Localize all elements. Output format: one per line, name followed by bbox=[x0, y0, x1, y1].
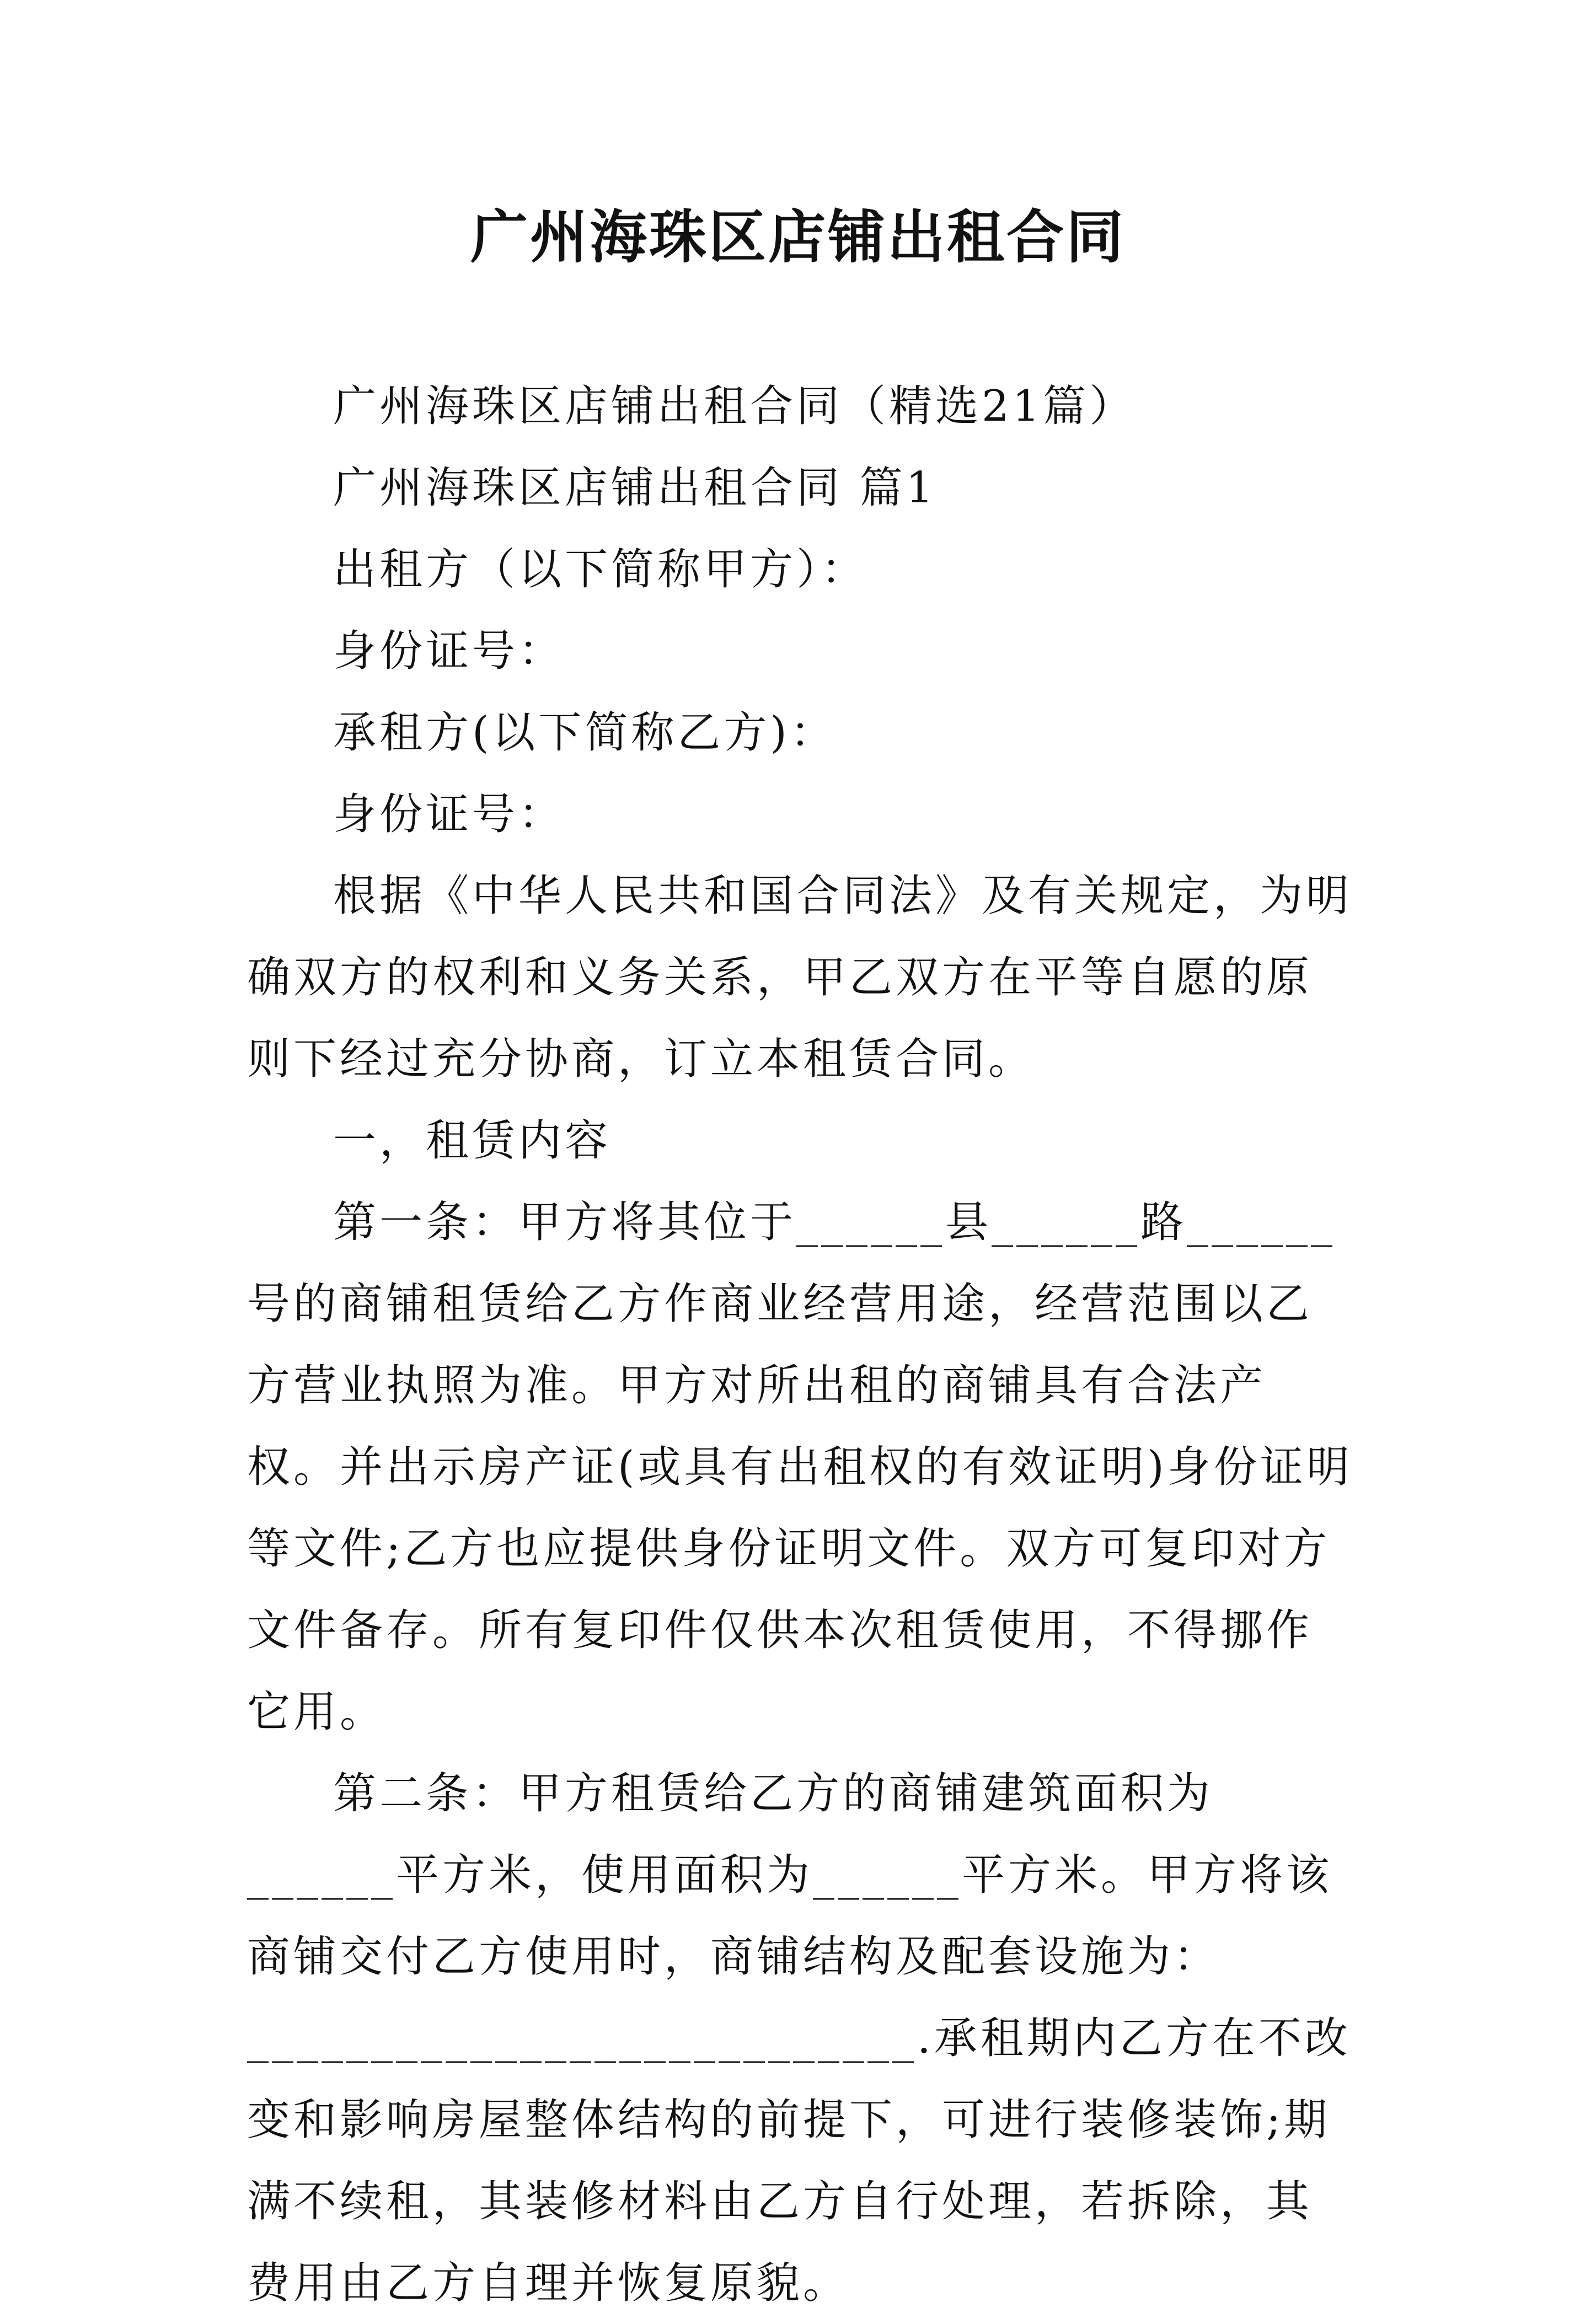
paragraph-lease-content-heading: 一，租赁内容 bbox=[333, 1116, 612, 1166]
paragraph-lessor-id: 身份证号： bbox=[333, 626, 565, 676]
paragraph-article-2: 第二条：甲方租赁给乙方的商铺建筑面积为______平方米，使用面积为______平方米。甲方将该商铺交付乙方使用时，商铺结构及配套设施为：___________________________.承租期内乙方在不改变和影响房屋整体结构的前提下，可进行装修装饰;期满不续租，其装修材料由乙方自行处理，若拆除，其费用由乙方自理并恢复原貌。 bbox=[247, 1769, 1351, 2308]
paragraph-subtitle: 广州海珠区店铺出租合同（精选21篇） bbox=[333, 382, 1136, 431]
paragraph-lessee-id: 身份证号： bbox=[333, 790, 565, 839]
paragraph-preamble: 根据《中华人民共和国合同法》及有关规定，为明确双方的权利和义务关系，甲乙双方在平等自愿的原则下经过充分协商，订立本租赁合同。 bbox=[247, 871, 1353, 1084]
paragraph-section-heading: 广州海珠区店铺出租合同 篇1 bbox=[333, 463, 937, 513]
paragraph-lessee: 承租方(以下简称乙方)： bbox=[333, 708, 837, 758]
paragraph-lessor: 出租方（以下简称甲方）： bbox=[333, 545, 868, 594]
document-title: 广州海珠区店铺出租合同 bbox=[470, 203, 1126, 271]
paragraph-article-1: 第一条：甲方将其位于______县______路______号的商铺租赁给乙方作商业经营用途，经营范围以乙方营业执照为准。甲方对所出租的商铺具有合法产权。并出示房产证(或具有出租权的有效证明)身份证明等文件;乙方也应提供身份证明文件。双方可复印对方文件备存。所有复印件仅供本次租赁使用，不得挪作它用。 bbox=[247, 1198, 1353, 1737]
document-body bbox=[247, 366, 1356, 2324]
